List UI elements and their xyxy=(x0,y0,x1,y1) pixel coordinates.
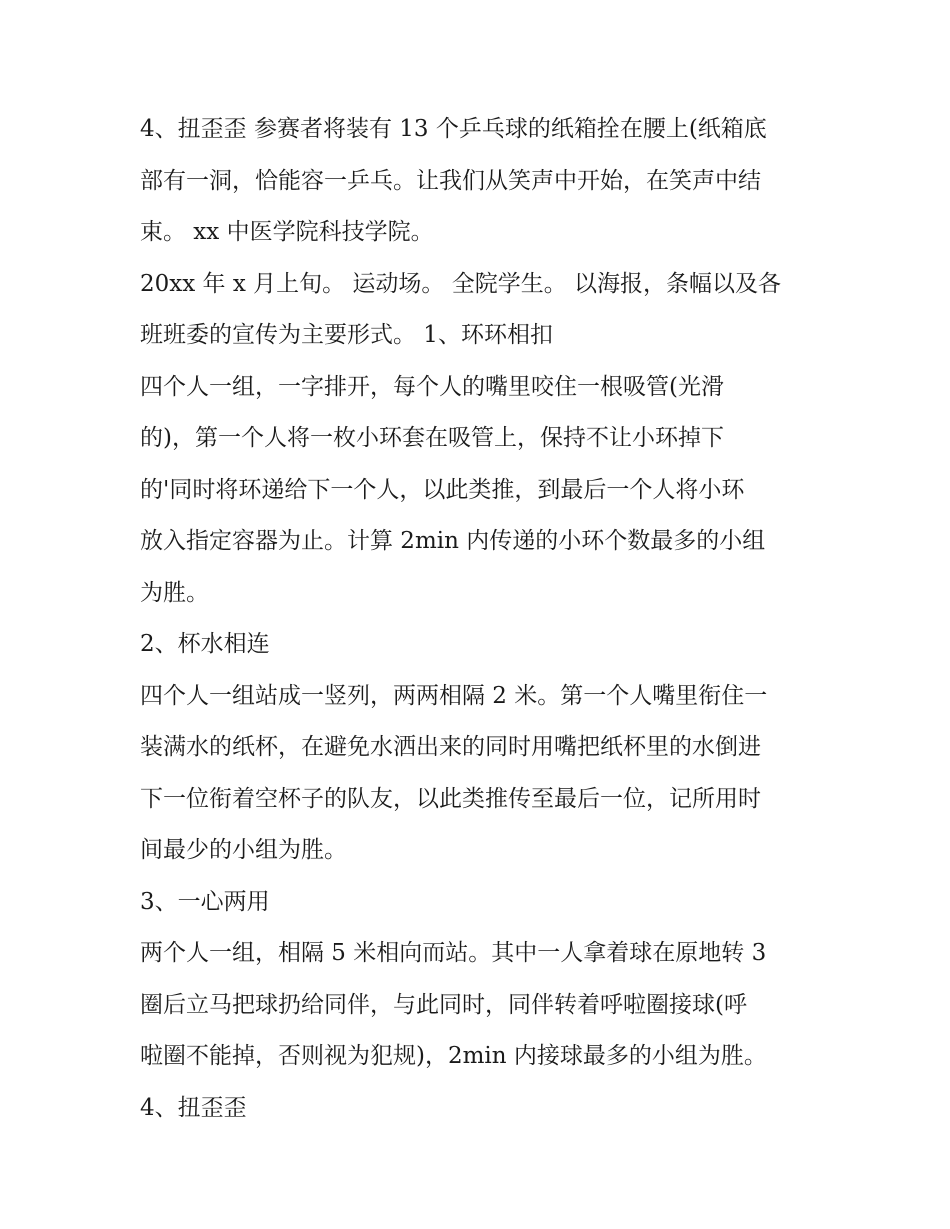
text-line: 部有一洞，恰能容一乒乓。让我们从笑声中开始，在笑声中结 xyxy=(140,167,761,194)
text-line: 班班委的宣传为主要形式。 1、环环相扣 xyxy=(140,322,553,348)
text-line: 放入指定容器为止。计算 2min 内传递的小环个数最多的小组 xyxy=(140,528,766,554)
text-line: 束。 xx 中医学院科技学院。 xyxy=(140,219,434,245)
section-heading: 3、一心两用 xyxy=(140,888,270,915)
section-heading: 4、扭歪歪 xyxy=(140,1094,247,1121)
text-line: 的)，第一个人将一枚小环套在吸管上，保持不让小环掉下 xyxy=(140,425,724,451)
text-line: 圈后立马把球扔给同伴，与此同时，同伴转着呼啦圈接球(呼 xyxy=(140,991,747,1018)
text-line: 四个人一组站成一竖列，两两相隔 2 米。第一个人嘴里衔住一 xyxy=(140,682,768,709)
text-line: 4、扭歪歪 参赛者将装有 13 个乒乓球的纸箱拴在腰上(纸箱底 xyxy=(140,116,767,142)
text-line: 下一位衔着空杯子的队友，以此类推传至最后一位，记所用时 xyxy=(140,785,761,812)
text-line: 啦圈不能掉，否则视为犯规)，2min 内接球最多的小组为胜。 xyxy=(140,1043,767,1069)
section-heading: 2、杯水相连 xyxy=(140,631,270,657)
document-body xyxy=(140,104,820,1134)
text-line: 四个人一组，一字排开，每个人的嘴里咬住一根吸管(光滑 xyxy=(140,373,724,400)
text-line: 为胜。 xyxy=(140,579,209,606)
text-line: 的'同时将环递给下一个人，以此类推，到最后一个人将小环 xyxy=(140,476,745,503)
text-line: 两个人一组，相隔 5 米相向而站。其中一人拿着球在原地转 3 xyxy=(140,940,767,966)
text-line: 间最少的小组为胜。 xyxy=(140,837,347,863)
text-line: 20xx 年 x 月上旬。 运动场。 全院学生。 以海报，条幅以及各 xyxy=(140,270,782,297)
text-line: 装满水的纸杯，在避免水洒出来的同时用嘴把纸杯里的水倒进 xyxy=(140,734,761,760)
